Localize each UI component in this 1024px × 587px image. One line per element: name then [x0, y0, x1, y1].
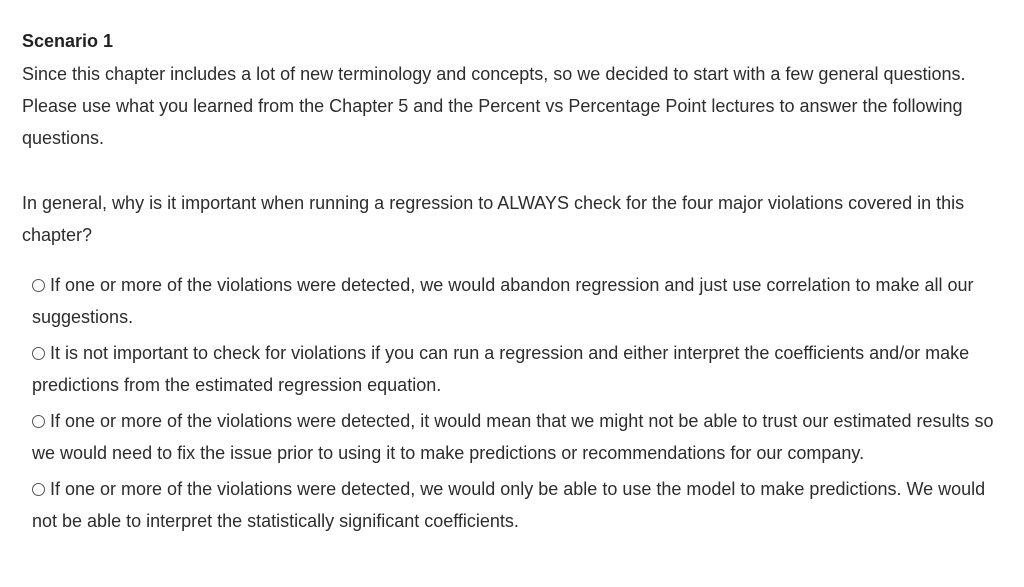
question-text: In general, why is it important when running a regression to ALWAYS check for the four major violations covered in this chapter?: [22, 193, 965, 245]
radio-button-icon[interactable]: [32, 279, 45, 292]
answer-option-3[interactable]: [32, 405, 1007, 469]
answer-option-label: It is not important to check for violations if you can run a regression and either interpret the coefficients and/or make predictions from the estimated regression equation.: [32, 343, 970, 395]
radio-button-icon[interactable]: [32, 483, 45, 496]
radio-button-icon[interactable]: [32, 415, 45, 428]
scenario-title: Scenario 1: [22, 31, 114, 51]
radio-button-icon[interactable]: [32, 347, 45, 360]
scenario-intro: Since this chapter includes a lot of new terminology and concepts, so we decided to start with a few general questions. Please use what you learned from the Chapter 5 and the Percent vs Percentage Point lectures to answer the following questions.: [22, 64, 966, 148]
answer-option-label: If one or more of the violations were detected, we would only be able to use the model to make predictions. We would not be able to interpret the statistically significant coefficients.: [32, 479, 986, 531]
answer-option-1[interactable]: [32, 269, 1007, 333]
answer-option-label: If one or more of the violations were detected, it would mean that we might not be able to trust our estimated results so we would need to fix the issue prior to using it to make predictions or recommendations for our company.: [32, 411, 994, 463]
answer-option-4[interactable]: [32, 473, 1007, 537]
answer-option-2[interactable]: [32, 337, 1007, 401]
answer-options: [32, 269, 1007, 537]
answer-option-label: If one or more of the violations were detected, we would abandon regression and just use correlation to make all our suggestions.: [32, 275, 974, 327]
